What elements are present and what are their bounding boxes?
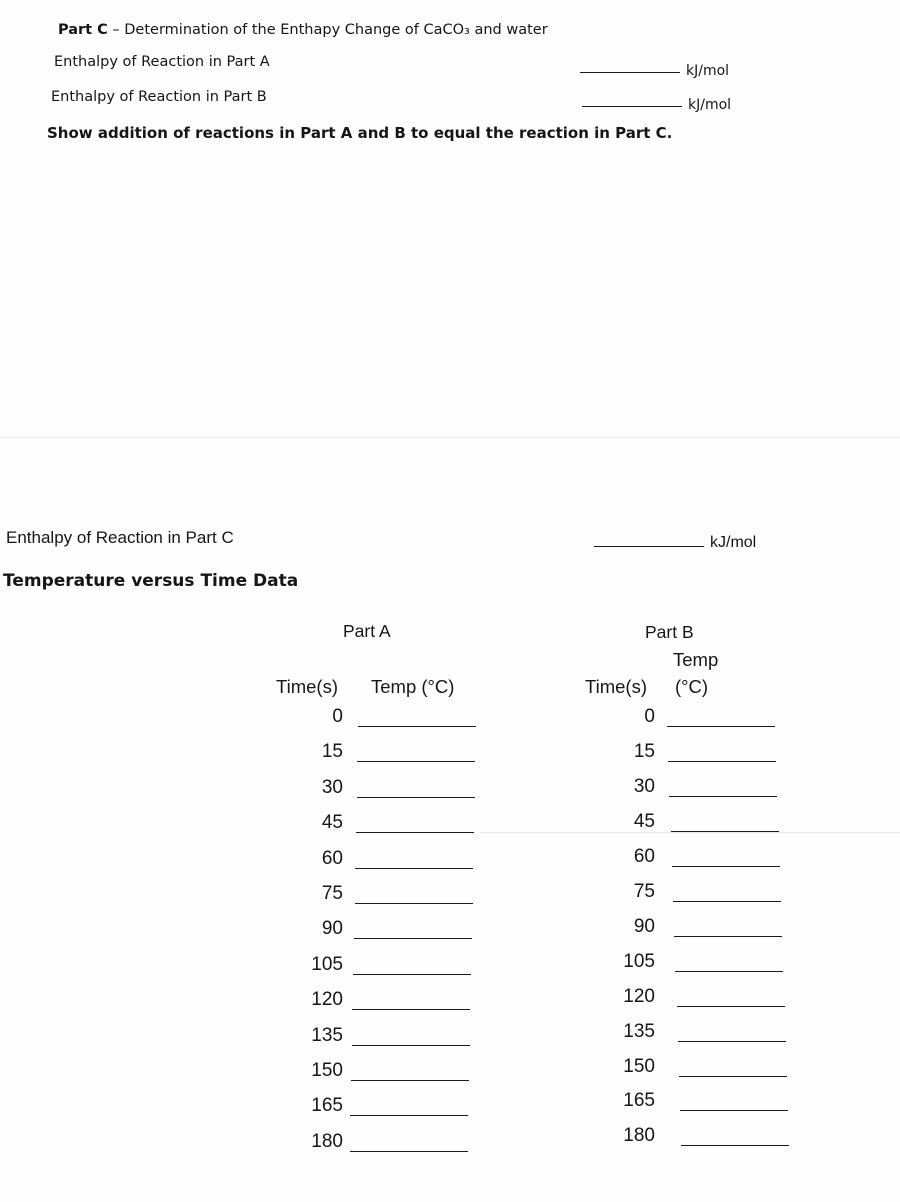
part-a-temp-header: Temp (°C) — [371, 676, 455, 697]
part-a-time-value: 45 — [321, 812, 343, 834]
part-b-time-value: 165 — [623, 1090, 655, 1112]
part-b-temp-blank[interactable] — [671, 831, 779, 832]
part-a-time-value: 120 — [311, 989, 343, 1011]
part-a-title: Part A — [343, 621, 391, 641]
enthalpy-part-a-unit: kJ/mol — [686, 63, 730, 79]
part-b-time-value: 30 — [633, 775, 655, 797]
enthalpy-part-b-blank[interactable] — [582, 106, 682, 107]
part-b-time-value: 0 — [644, 706, 655, 727]
part-a-temp-blank[interactable] — [357, 797, 475, 798]
part-b-time-value: 15 — [633, 740, 655, 762]
part-a-time-value: 30 — [321, 776, 343, 798]
part-b-time-value: 105 — [623, 950, 655, 972]
part-b-temp-blank[interactable] — [678, 1041, 786, 1042]
enthalpy-part-a-label: Enthalpy of Reaction in Part A — [54, 54, 270, 70]
part-a-time-value: 180 — [311, 1130, 343, 1152]
enthalpy-part-c-unit: kJ/mol — [710, 534, 757, 551]
part-b-temp-header-line1: Temp — [673, 649, 719, 670]
part-b-temp-header-line2: (°C) — [675, 676, 709, 697]
part-b-temp-blank[interactable] — [673, 901, 781, 902]
part-b-time-value: 75 — [633, 880, 655, 902]
part-b-time-value: 90 — [633, 915, 655, 937]
enthalpy-part-b-label: Enthalpy of Reaction in Part B — [51, 89, 267, 105]
scan-artifact-line — [480, 832, 900, 833]
part-a-time-value: 135 — [311, 1024, 343, 1046]
enthalpy-part-c-blank[interactable] — [594, 546, 704, 547]
part-a-time-value: 15 — [321, 741, 343, 763]
instruction-text: Show addition of reactions in Part A and B to equal the reaction in Part C. — [47, 124, 673, 142]
part-a-temp-blank[interactable] — [355, 903, 473, 904]
part-a-temp-blank[interactable] — [353, 974, 471, 975]
part-a-temp-blank[interactable] — [351, 1080, 469, 1081]
part-a-temp-blank[interactable] — [355, 868, 473, 869]
enthalpy-part-b-unit: kJ/mol — [688, 97, 732, 113]
part-a-temp-blank[interactable] — [358, 726, 476, 727]
part-b-temp-blank[interactable] — [675, 971, 783, 972]
part-a-temp-blank[interactable] — [350, 1115, 468, 1116]
part-b-title: Part B — [645, 622, 694, 642]
part-c-heading-text: – Determination of the Enthapy Change of CaCO₃ and water — [107, 22, 548, 38]
part-c-heading — [58, 22, 548, 38]
part-a-temp-blank[interactable] — [356, 832, 474, 833]
work-area[interactable] — [40, 160, 860, 510]
part-b-temp-blank[interactable] — [667, 726, 775, 727]
enthalpy-part-a-blank[interactable] — [580, 72, 680, 73]
part-b-time-value: 60 — [633, 845, 655, 867]
part-a-time-value: 150 — [311, 1060, 343, 1081]
part-a-temp-blank[interactable] — [352, 1009, 470, 1010]
part-b-time-value: 120 — [623, 985, 655, 1007]
part-b-temp-blank[interactable] — [680, 1110, 788, 1111]
part-a-time-value: 0 — [332, 706, 343, 727]
part-a-time-value: 165 — [311, 1095, 343, 1117]
enthalpy-part-c-label: Enthalpy of Reaction in Part C — [6, 528, 234, 547]
part-a-temp-blank[interactable] — [354, 938, 472, 939]
part-b-temp-blank[interactable] — [677, 1006, 785, 1007]
part-a-time-header: Time(s) — [276, 676, 338, 697]
part-b-temp-blank[interactable] — [674, 936, 782, 937]
part-a-temp-blank[interactable] — [350, 1151, 468, 1152]
part-a-temp-blank[interactable] — [352, 1045, 470, 1046]
part-b-temp-blank[interactable] — [669, 796, 777, 797]
part-a-time-value: 75 — [321, 883, 343, 904]
part-c-heading-bold: Part C — [58, 22, 108, 38]
part-b-time-value: 150 — [623, 1055, 655, 1077]
part-b-temp-blank[interactable] — [668, 761, 776, 762]
part-a-time-value: 90 — [321, 918, 343, 940]
part-a-temp-blank[interactable] — [357, 761, 475, 762]
temperature-section-title: Temperature versus Time Data — [3, 571, 299, 591]
part-b-time-value: 180 — [623, 1125, 655, 1147]
part-b-temp-blank[interactable] — [681, 1145, 789, 1146]
part-b-time-header: Time(s) — [585, 676, 647, 697]
part-b-temp-blank[interactable] — [672, 866, 780, 867]
part-a-time-value: 105 — [311, 953, 343, 975]
part-b-time-value: 45 — [633, 810, 655, 832]
part-a-time-value: 60 — [321, 847, 343, 869]
part-b-temp-blank[interactable] — [679, 1076, 787, 1077]
part-b-time-value: 135 — [623, 1020, 655, 1042]
